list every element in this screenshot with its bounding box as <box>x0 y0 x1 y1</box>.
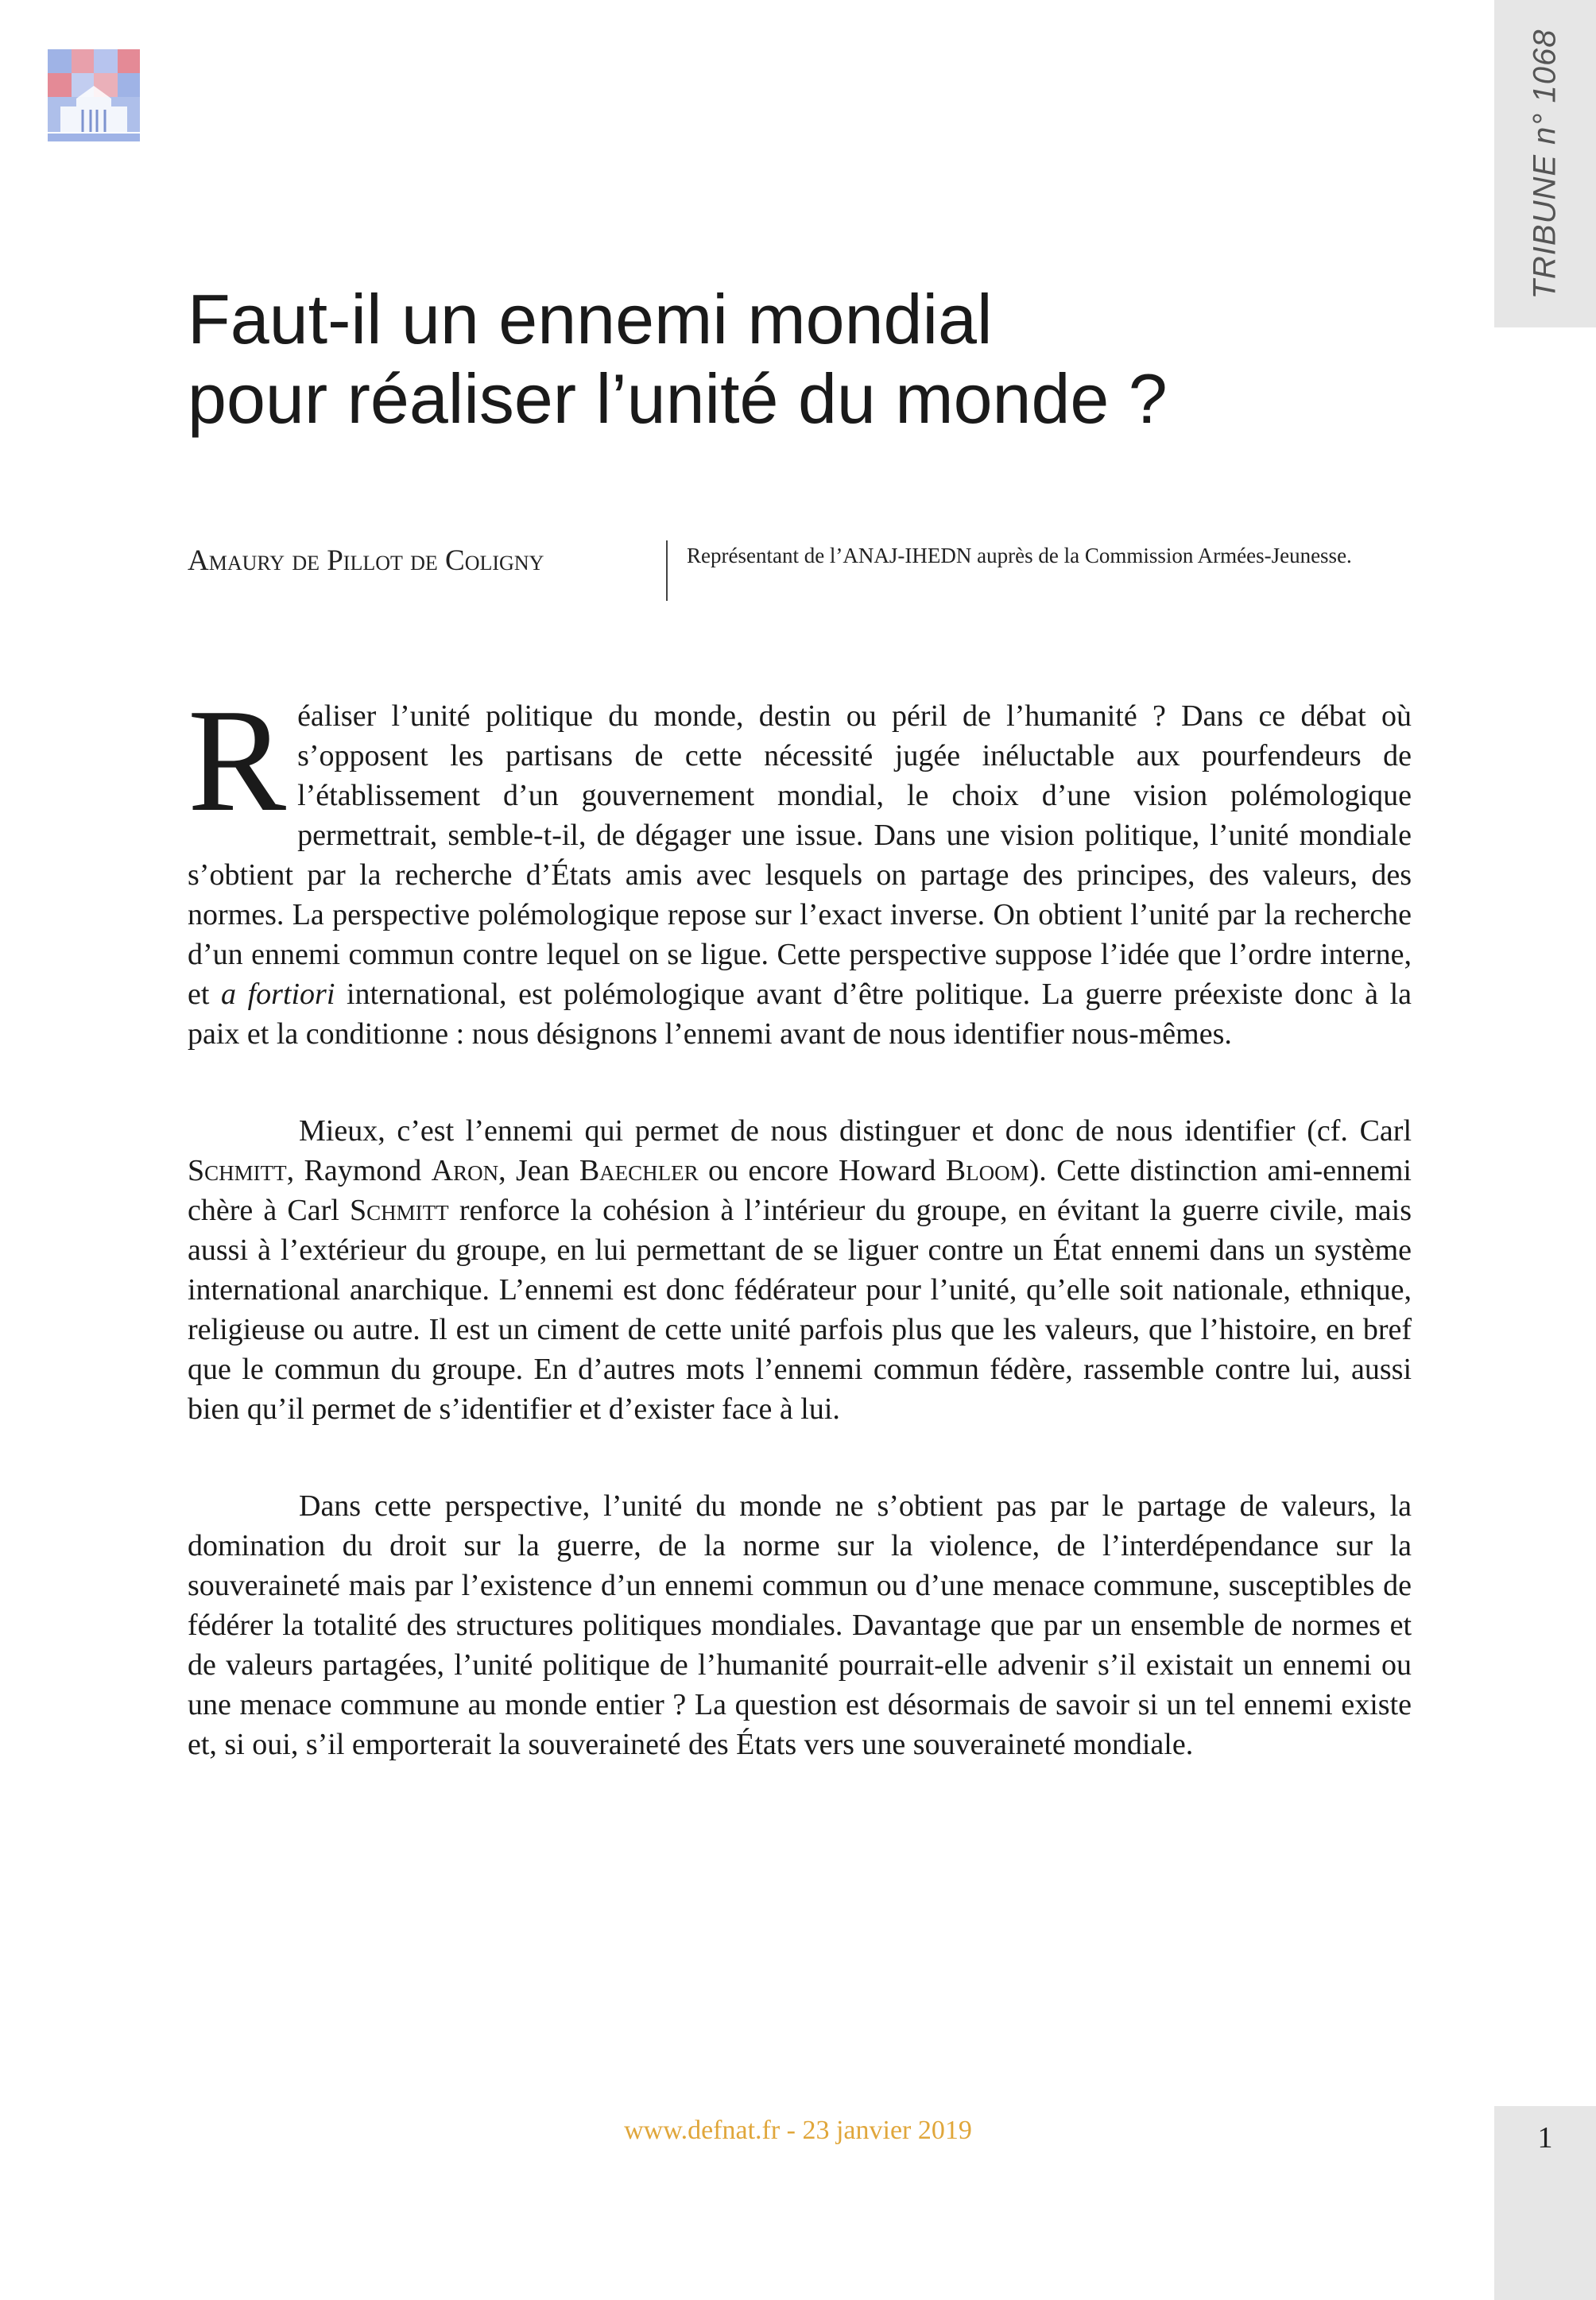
paragraph-1-text-a: éaliser l’unité politique du monde, destin ou péril de l’humanité ? Dans ce débat où s’opposent les partisans de cette nécessité jugée inéluctable aux pourfendeurs de l’établissement d’un gouvernement mondial, le choix d’une vision polémologique permettrait, semble-t-il, de dégager une issue. Dans une vision politique, l’unité mondiale s’obtient par la recherche d’États amis avec lesquels on partage des principes, des valeurs, des normes. La perspective polémologique repose sur l’exact inverse. On obtient l’unité par la recherche d’un ennemi commun contre lequel on se ligue. Cette perspective suppose l’idée que l’ordre interne, et <box>188 699 1412 1011</box>
author-divider <box>666 540 668 601</box>
name-aron: Aron <box>431 1154 499 1187</box>
building-logo-icon <box>45 46 143 145</box>
name-schmitt: Schmitt <box>188 1154 287 1187</box>
footer-link[interactable]: www.defnat.fr - 23 janvier 2019 <box>624 2116 972 2145</box>
title-line-1: Faut-il un ennemi mondial <box>188 280 993 358</box>
author-role: Représentant de l’ANAJ-IHEDN auprès de la Commission Armées-Jeunesse. <box>687 544 1352 567</box>
tribune-number-label: TRIBUNE n° 1068 <box>1527 28 1563 300</box>
paragraph-1-italic: a fortiori <box>221 978 335 1011</box>
paragraph-2-text-e: ). Cette distinction ami-ennemi chère à Carl <box>188 1154 1412 1227</box>
paragraph-2-text-f: renforce la cohésion à l’intérieur du groupe, en évitant la guerre civile, mais aussi à l’extérieur du groupe, en lui permettant de se liguer contre un État ennemi dans un système international anarchique. L’ennemi est donc fédérateur pour l’unité, qu’elle soit nationale, ethnique, religieuse ou autre. Il est un ciment de cette unité parfois plus que les valeurs, que l’histoire, en bref que le commun du groupe. En d’autres mots l’ennemi commun fédère, rassemble contre lui, aussi bien qu’il permet de s’identifier et d’exister face à lui. <box>188 1194 1412 1426</box>
paragraph-2-text-c: , Jean <box>498 1154 579 1187</box>
paragraph-1 <box>188 679 1412 1054</box>
paragraph-3: Dans cette perspective, l’unité du monde ne s’obtient pas par le partage de valeurs, la domination du droit sur la guerre, de la norme sur la violence, de l’interdépendance sur la souveraineté mais par l’existence d’un ennemi commun ou d’une menace commune, susceptibles de fédérer la totalité des structures politiques mondiales. Davantage que par un ensemble de normes et de valeurs partagées, l’unité politique de l’humanité pourrait-elle advenir s’il existait un ennemi ou une menace commune au monde entier ? La question est désormais de savoir si un tel ennemi existe et, si oui, s’il emporterait la souveraineté des États vers une souveraineté mondiale. <box>188 1489 1412 1761</box>
name-bloom: Bloom <box>945 1154 1029 1187</box>
paragraph-2 <box>188 1111 1412 1429</box>
paragraph-2-text-d: ou encore Howard <box>698 1154 946 1187</box>
paragraph-1-text-b: international, est polémologique avant d’être politique. La guerre préexiste donc à la paix et la conditionne : nous désignons l’ennemi avant de nous identifier nous-mêmes. <box>188 978 1412 1051</box>
name-baechler: Baechler <box>579 1154 699 1187</box>
page-title <box>188 280 1427 439</box>
author-block <box>188 540 1412 604</box>
paragraph-2-text-b: , Raymond <box>286 1154 432 1187</box>
title-line-2: pour réaliser l’unité du monde ? <box>188 359 1168 439</box>
article-body <box>188 679 1412 1764</box>
page-number: 1 <box>1537 2121 1553 2155</box>
name-schmitt-2: Schmitt <box>350 1194 449 1227</box>
drop-cap: R <box>188 679 287 842</box>
author-name: Amaury de Pillot de Coligny <box>188 544 544 577</box>
paragraph-2-text-a: Mieux, c’est l’ennemi qui permet de nous distinguer et donc de nous identifier (cf. Carl <box>299 1114 1412 1148</box>
